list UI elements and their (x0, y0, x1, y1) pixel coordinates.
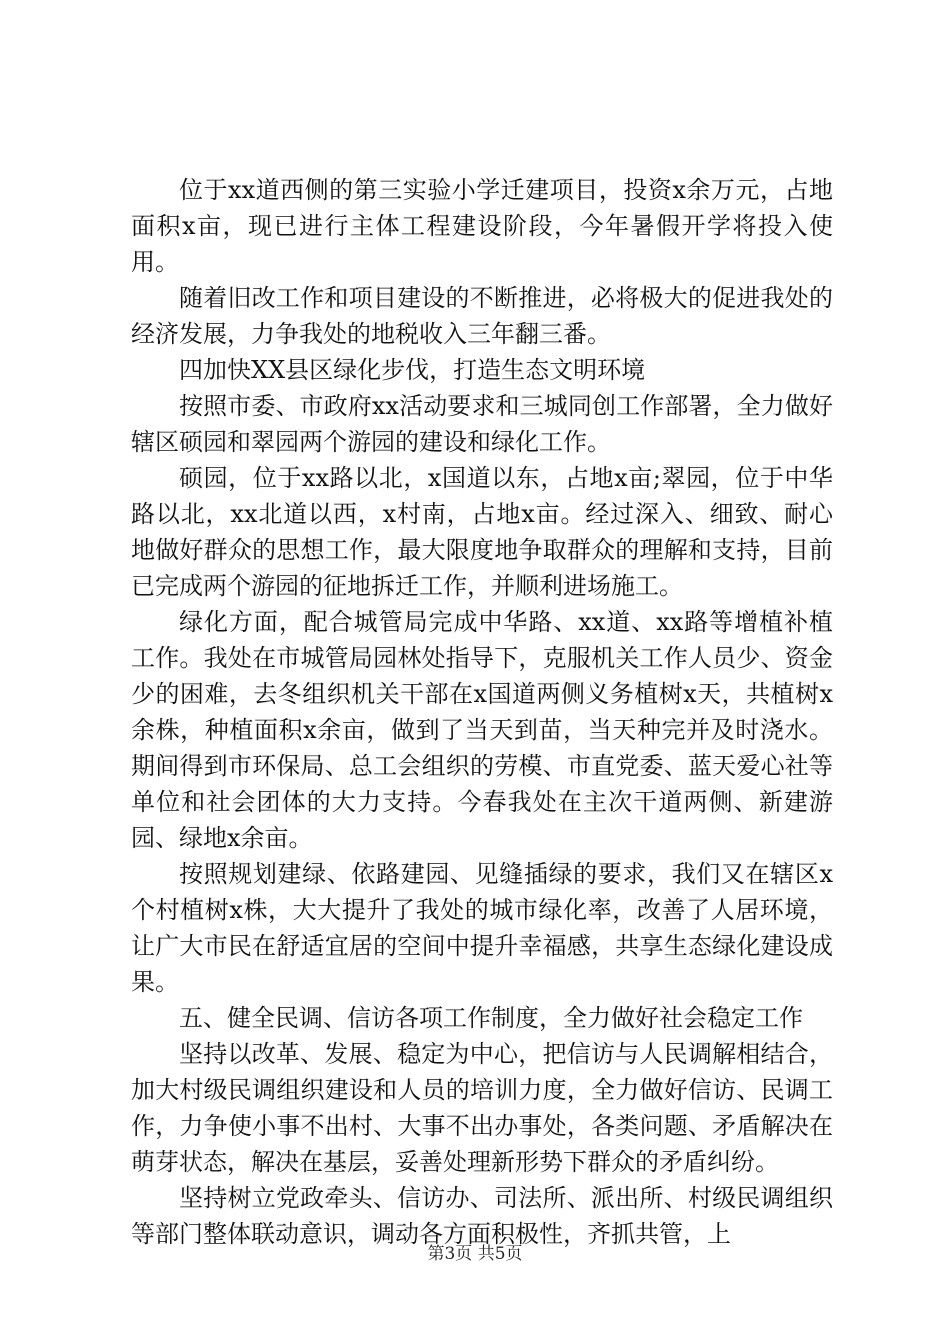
paragraph: 绿化方面，配合城管局完成中华路、xx道、xx路等增植补植工作。我处在市城管局园林处指导下，克服机关工作人员少、资金少的困难，去冬组织机关干部在x国道两侧义务植树x天，共植树x余株，种植面积x余亩，做到了当天到苗，当天种完并及时浇水。期间得到市环保局、总工会组织的劳模、市直党委、蓝天爱心社等单位和社会团体的大力支持。今春我处在主次干道两侧、新建游园、绿地x余亩。 (131, 608, 833, 852)
paragraph: 坚持以改革、发展、稳定为中心，把信访与人民调解相结合，加大村级民调组织建设和人员的培训力度，全力做好信访、民调工作，力争使小事不出村、大事不出办事处，各类问题、矛盾解决在萌芽状态，解决在基层，妥善处理新形势下群众的矛盾纠纷。 (131, 1040, 833, 1176)
paragraph: 随着旧改工作和项目建设的不断推进，必将极大的促进我处的经济发展，力争我处的地税收入三年翻三番。 (131, 284, 833, 348)
paragraph: 按照规划建绿、依路建园、见缝插绿的要求，我们又在辖区x个村植树x株，大大提升了我处的城市绿化率，改善了人居环境，让广大市民在舒适宜居的空间中提升幸福感，共享生态绿化建设成果。 (131, 860, 833, 996)
section-heading: 五、健全民调、信访各项工作制度，全力做好社会稳定工作 (179, 1004, 803, 1032)
paragraph: 硕园，位于xx路以北，x国道以东，占地x亩;翠园，位于中华路以北，xx北道以西，x村南，占地x亩。经过深入、细致、耐心地做好群众的思想工作，最大限度地争取群众的理解和支持，目前已完成两个游园的征地拆迁工作，并顺利进场施工。 (131, 464, 833, 600)
paragraph: 位于xx道西侧的第三实验小学迁建项目，投资x余万元，占地面积x亩，现已进行主体工程建设阶段，今年暑假开学将投入使用。 (131, 176, 833, 276)
paragraph: 坚持树立党政牵头、信访办、司法所、派出所、村级民调组织等部门整体联动意识，调动各方面积极性，齐抓共管，上 (131, 1184, 833, 1248)
document-body (131, 172, 833, 1252)
paragraph: 按照市委、市政府xx活动要求和三城同创工作部署，全力做好辖区硕园和翠园两个游园的建设和绿化工作。 (131, 392, 833, 456)
page-number-footer: 第3页 共5页 (427, 1244, 523, 1264)
section-heading: 四加快XX县区绿化步伐，打造生态文明环境 (179, 356, 646, 384)
